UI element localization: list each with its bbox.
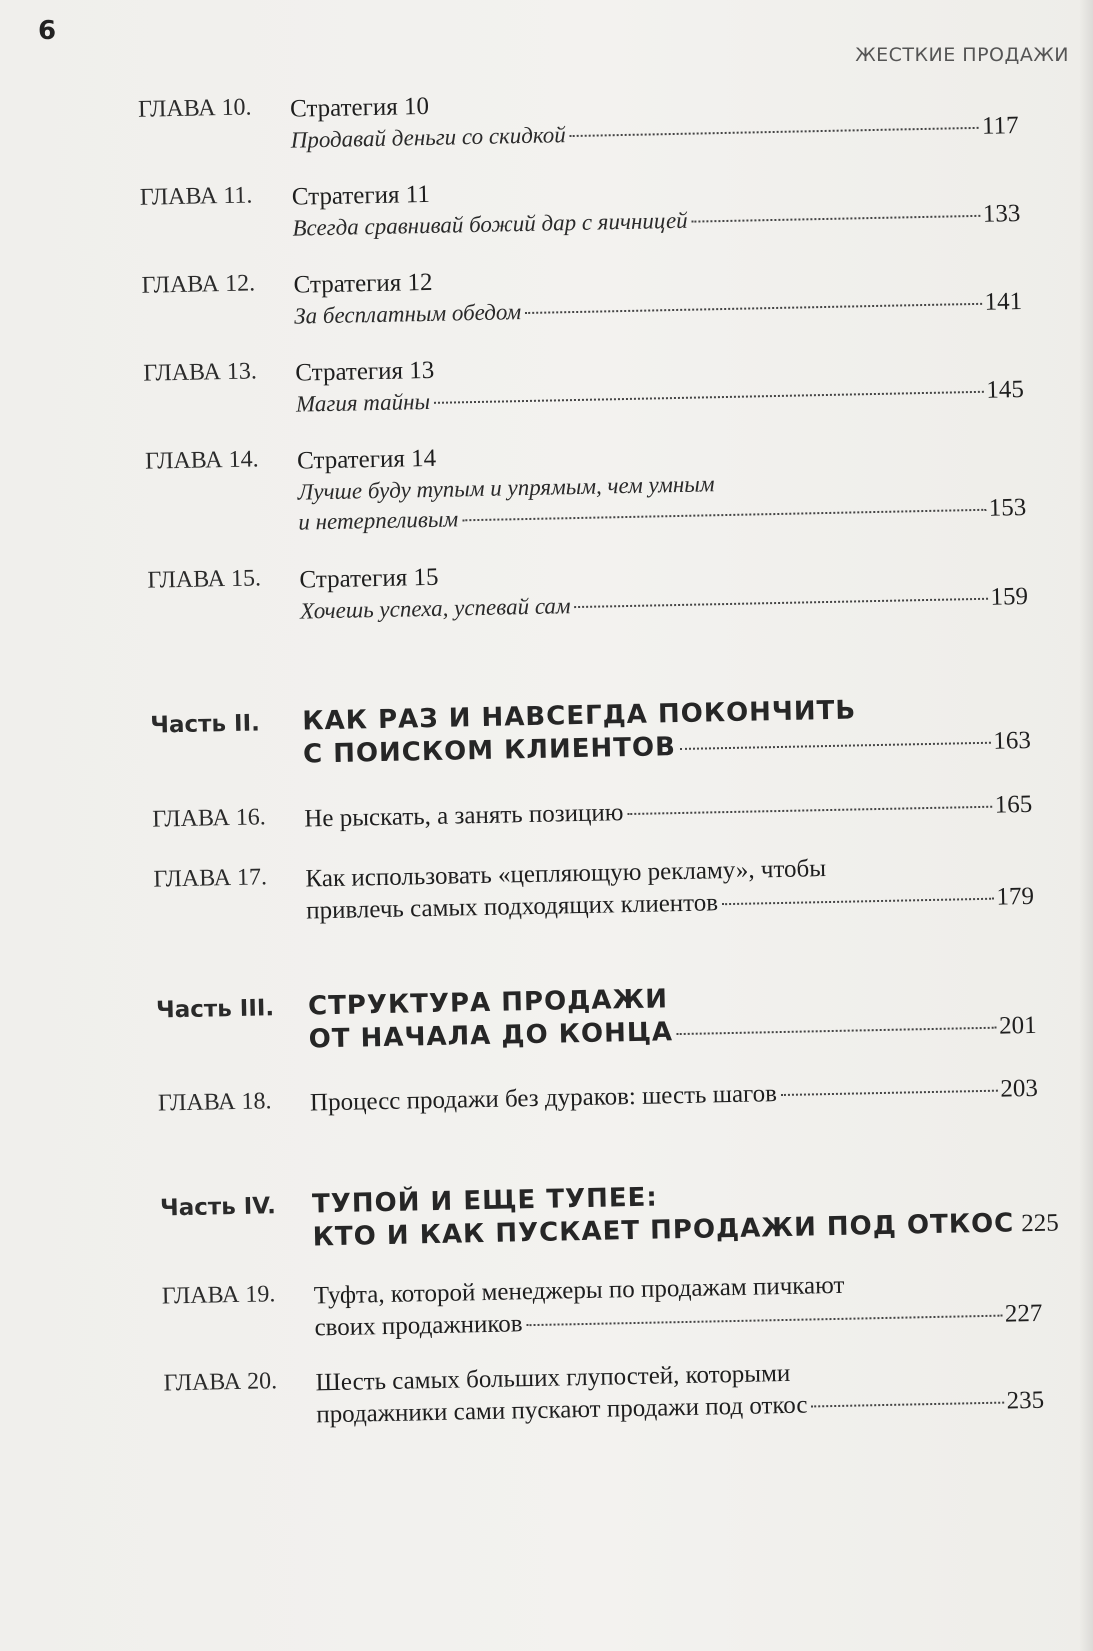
- chapter-title: Стратегия 14: [296, 444, 437, 475]
- toc-entry-part-4[interactable]: [159, 1174, 1059, 1258]
- chapter-subtitle-line-1: Лучше буду тупым и упрямым, чем умным: [297, 471, 715, 505]
- chapter-label: ГЛАВА 13.: [143, 358, 258, 387]
- page-ref: 145: [986, 376, 1025, 404]
- dot-leader: [527, 1315, 1002, 1327]
- toc-entry-chapter-19[interactable]: [162, 1266, 1043, 1348]
- page-ref: 165: [994, 790, 1033, 819]
- toc-entry-chapter-15[interactable]: [147, 550, 1028, 630]
- toc-entry-chapter-13[interactable]: [143, 343, 1024, 423]
- chapter-subtitle: Хочешь успеха, успевай сам: [299, 593, 571, 624]
- page-ref: 141: [984, 288, 1023, 316]
- page-ref: 179: [996, 882, 1035, 911]
- page-ref: 133: [982, 200, 1021, 228]
- dot-leader: [462, 509, 986, 522]
- toc-entry-chapter-14[interactable]: [145, 431, 1027, 541]
- toc-entry-part-2[interactable]: [150, 691, 1031, 775]
- page-ref: 163: [993, 726, 1032, 755]
- chapter-subtitle-line-2: и нетерпеливым: [298, 506, 459, 535]
- toc-entry-chapter-20[interactable]: [163, 1353, 1044, 1435]
- dot-leader: [680, 742, 991, 750]
- part-label: Часть IV.: [159, 1193, 277, 1222]
- chapter-subtitle: За бесплатным обедом: [293, 299, 522, 329]
- dot-leader: [434, 391, 983, 404]
- chapter-title: Не рыскать, а занять позицию: [304, 799, 624, 833]
- chapter-title: Стратегия 11: [291, 180, 431, 211]
- toc-entry-chapter-18[interactable]: [158, 1073, 1038, 1123]
- dot-leader: [781, 1090, 997, 1096]
- toc-entry-chapter-11[interactable]: [140, 167, 1021, 247]
- chapter-title: Стратегия 10: [289, 92, 430, 123]
- page-ref: 235: [1006, 1386, 1045, 1415]
- page-ref: 159: [990, 582, 1029, 611]
- page-ref: 153: [988, 493, 1027, 522]
- dot-leader: [627, 806, 991, 815]
- page-number: 6: [38, 16, 57, 46]
- page-ref: 225: [1020, 1209, 1059, 1238]
- chapter-title: Стратегия 12: [293, 268, 433, 299]
- dot-leader: [692, 215, 980, 223]
- page-ref: 117: [981, 112, 1019, 140]
- chapter-label: ГЛАВА 11.: [139, 182, 253, 211]
- dot-leader: [811, 1402, 1003, 1408]
- dot-leader: [677, 1027, 996, 1035]
- part-title-line-1: СТРУКТУРА ПРОДАЖИ: [307, 984, 669, 1022]
- toc-entry-chapter-17[interactable]: [153, 849, 1034, 931]
- part-title-line-2: КТО И КАК ПУСКАЕТ ПРОДАЖИ ПОД ОТКОС: [312, 1208, 1015, 1253]
- part-title-line-2: С ПОИСКОМ КЛИЕНТОВ: [302, 732, 677, 770]
- toc-entry-part-3[interactable]: [156, 976, 1037, 1060]
- chapter-title: Процесс продажи без дураков: шесть шагов: [309, 1080, 778, 1117]
- chapter-label: ГЛАВА 19.: [161, 1281, 276, 1310]
- chapter-title-line-2: своих продажников: [314, 1310, 523, 1342]
- toc-entry-chapter-16[interactable]: [152, 789, 1032, 839]
- page-ref: 203: [1000, 1074, 1039, 1103]
- chapter-label: ГЛАВА 17.: [153, 864, 268, 893]
- chapter-title-line-1: Шесть самых больших глупостей, которыми: [315, 1359, 791, 1397]
- chapter-label: ГЛАВА 14.: [144, 446, 259, 475]
- toc-entry-chapter-10[interactable]: [138, 79, 1019, 159]
- chapter-subtitle: Продавай деньги со скидкой: [290, 122, 567, 153]
- dot-leader: [722, 898, 994, 905]
- part-label: Часть II.: [150, 710, 261, 739]
- dot-leader: [575, 598, 988, 608]
- page-ref: 227: [1004, 1299, 1043, 1328]
- toc-entry-chapter-12[interactable]: [141, 255, 1022, 335]
- chapter-title-line-2: продажники сами пускают продажи под откос: [316, 1391, 808, 1429]
- running-head: ЖЕСТКИЕ ПРОДАЖИ: [855, 44, 1069, 66]
- part-title-line-1: КАК РАЗ И НАВСЕГДА ПОКОНЧИТЬ: [302, 695, 857, 737]
- part-label: Часть III.: [155, 995, 275, 1024]
- chapter-title: Стратегия 13: [295, 356, 435, 387]
- chapter-label: ГЛАВА 12.: [141, 270, 256, 299]
- chapter-title-line-1: Как использовать «цепляющую рекламу», чтобы: [305, 855, 827, 893]
- chapter-label: ГЛАВА 10.: [137, 94, 252, 123]
- chapter-label: ГЛАВА 20.: [163, 1368, 278, 1397]
- chapter-label: ГЛАВА 15.: [147, 565, 262, 594]
- chapter-title: Стратегия 15: [299, 563, 439, 594]
- dot-leader: [525, 303, 981, 314]
- part-title-line-2: ОТ НАЧАЛА ДО КОНЦА: [308, 1017, 674, 1055]
- part-title-line-1: ТУПОЙ И ЕЩЕ ТУПЕЕ:: [311, 1182, 659, 1220]
- chapter-label: ГЛАВА 18.: [157, 1088, 272, 1117]
- chapter-subtitle: Магия тайны: [295, 388, 431, 417]
- chapter-label: ГЛАВА 16.: [152, 804, 267, 833]
- chapter-subtitle: Всегда сравнивай божий дар с яичницей: [292, 207, 688, 241]
- chapter-title-line-2: привлечь самых подходящих клиентов: [305, 889, 719, 925]
- dot-leader: [570, 127, 979, 137]
- page-ref: 201: [998, 1011, 1037, 1040]
- chapter-title-line-1: Туфта, которой менеджеры по продажам пичкают: [313, 1271, 845, 1310]
